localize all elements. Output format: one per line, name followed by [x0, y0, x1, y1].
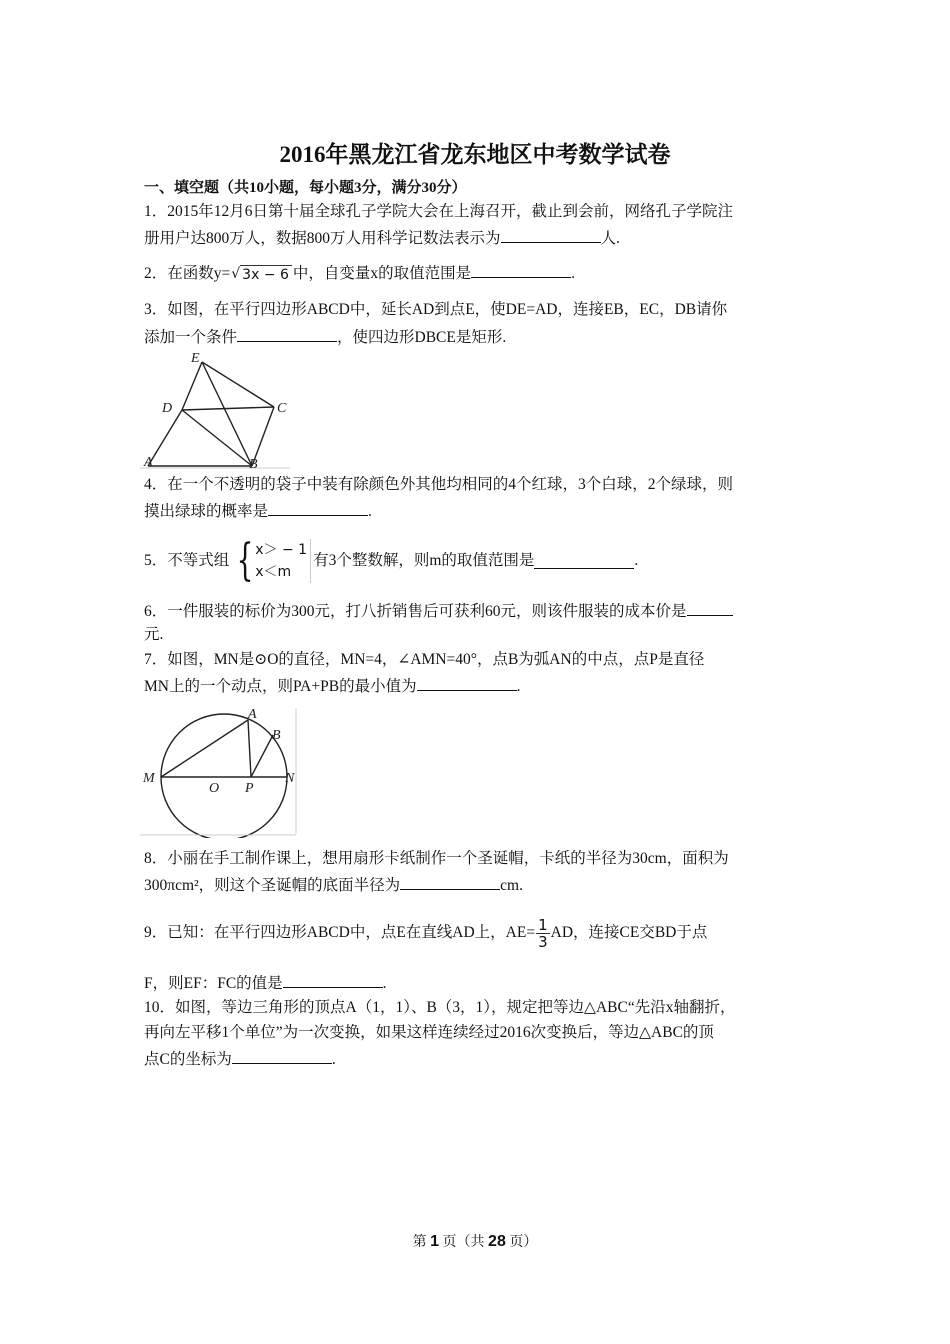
q10-line1: 10．如图，等边三角形的顶点A（1，1）、B（3，1），规定把等边△ABC“先沿x轴翻折，: [144, 999, 736, 1016]
page-footer: [0, 1231, 950, 1251]
q1-tail: 人.: [600, 230, 620, 247]
q9-text-3: F，则EF：FC的值是: [144, 975, 283, 992]
q5-text-2: 有3个整数解，则m的取值范围是: [313, 552, 535, 569]
q1-line2: [144, 227, 620, 249]
brace-icon: {: [236, 535, 254, 586]
inequality-2: x＜m: [255, 564, 292, 580]
q9-line2: [144, 972, 387, 994]
label-A: A: [248, 707, 257, 722]
q4-line2: [144, 500, 372, 522]
q7-tail: .: [516, 678, 521, 695]
page-number: 1: [430, 1233, 440, 1250]
label-B: B: [272, 728, 281, 743]
q6-text: 6．一件服装的标价为300元，打八折销售后可获利60元，则该件服装的成本价是: [144, 603, 687, 620]
q8-line1: 8．小丽在手工制作课上，想用扇形卡纸制作一个圣诞帽，卡纸的半径为30cm，面积为: [144, 850, 729, 867]
circle-figure: [140, 704, 300, 838]
total-pages: 28: [488, 1233, 506, 1250]
q10-tail: .: [331, 1051, 336, 1068]
q5-text: 5．不等式组: [144, 552, 230, 569]
inequality-1: x＞ − 1: [255, 542, 308, 558]
q9-text-2: AD，连接CE交BD于点: [550, 924, 708, 941]
q6-line1: [144, 600, 733, 622]
label-B: B: [249, 457, 258, 472]
q9-line1: [144, 912, 707, 954]
label-E: E: [191, 351, 200, 366]
q5-tail: .: [634, 552, 639, 569]
q5-line: [144, 537, 638, 585]
footer-suffix: 页）: [509, 1235, 538, 1250]
q3-tail: ，使四边形DBCE是矩形.: [337, 329, 507, 346]
label-P: P: [245, 781, 254, 796]
q1-text: 册用户达800万人，数据800万人用科学记数法表示为: [144, 230, 501, 247]
q4-tail: .: [368, 503, 372, 520]
label-O: O: [209, 781, 220, 796]
q2-line: [144, 262, 575, 284]
q1-line1: 1．2015年12月6日第十届全球孔子学院大会在上海召开，截止到会前，网络孔子学院注: [144, 203, 734, 220]
q7-answer-blank: [417, 675, 517, 691]
footer-middle: 页（共: [442, 1235, 485, 1250]
fraction-numerator: 1: [538, 915, 548, 934]
inequality-system: [231, 535, 311, 586]
q8-answer-blank: [400, 874, 500, 890]
q4-line1: 4．在一个不透明的袋子中装有除颜色外其他均相同的4个红球，3个白球，2个绿球，则: [144, 476, 734, 493]
q5-answer-blank: [534, 553, 634, 569]
q9-answer-blank: [283, 972, 383, 988]
sqrt-expression: √ 3x − 6: [231, 264, 292, 284]
q9-tail: .: [382, 975, 387, 992]
page-title: 2016年黑龙江省龙东地区中考数学试卷: [279, 142, 671, 167]
q7-line1: 7．如图，MN是⊙O的直径，MN=4，∠AMN=40°，点B为弧AN的中点，点P是直径: [144, 651, 705, 668]
q10-answer-blank: [232, 1048, 332, 1064]
q10-line3: [144, 1048, 336, 1070]
q7-line2: [144, 675, 520, 697]
q2-tail: .: [571, 265, 576, 282]
q8-text: 300πcm²，则这个圣诞帽的底面半径为: [144, 877, 401, 894]
q4-answer-blank: [268, 500, 368, 516]
q9-text: 9．已知：在平行四边形ABCD中，点E在直线AD上，AE=: [144, 924, 536, 941]
parallelogram-figure: [140, 350, 290, 472]
q6-line2: 元.: [144, 626, 164, 643]
q7-text: MN上的一个动点，则PA+PB的最小值为: [144, 678, 417, 695]
q2-answer-blank: [471, 262, 571, 278]
q3-answer-blank: [237, 326, 337, 342]
label-A: A: [144, 455, 153, 470]
radicand: 3x − 6: [240, 265, 292, 284]
q8-tail: cm.: [500, 877, 523, 894]
label-M: M: [143, 771, 155, 786]
q2-text-2: 中，自变量x的取值范围是: [292, 265, 472, 282]
q1-answer-blank: [501, 227, 601, 243]
fraction-denominator: 3: [538, 932, 548, 951]
q6-answer-blank: [687, 600, 733, 616]
q10-line2: 再向左平移1个单位”为一次变换，如果这样连续经过2016次变换后，等边△ABC的顶: [144, 1024, 714, 1041]
q2-text: 2．在函数y=: [144, 265, 231, 282]
label-N: N: [285, 771, 295, 786]
label-C: C: [277, 401, 287, 416]
fraction: [536, 917, 550, 950]
label-D: D: [162, 401, 173, 416]
q3-line2: [144, 326, 506, 348]
q4-text: 摸出绿球的概率是: [144, 503, 269, 520]
section-heading: 一、填空题（共10小题，每小题3分，满分30分）: [144, 180, 467, 196]
q3-line1: 3．如图，在平行四边形ABCD中，延长AD到点E，使DE=AD，连接EB，EC，DB请你: [144, 301, 728, 318]
q10-text: 点C的坐标为: [144, 1051, 232, 1068]
q3-text: 添加一个条件: [144, 329, 238, 346]
footer-prefix: 第: [412, 1235, 427, 1250]
q8-line2: [144, 874, 523, 896]
